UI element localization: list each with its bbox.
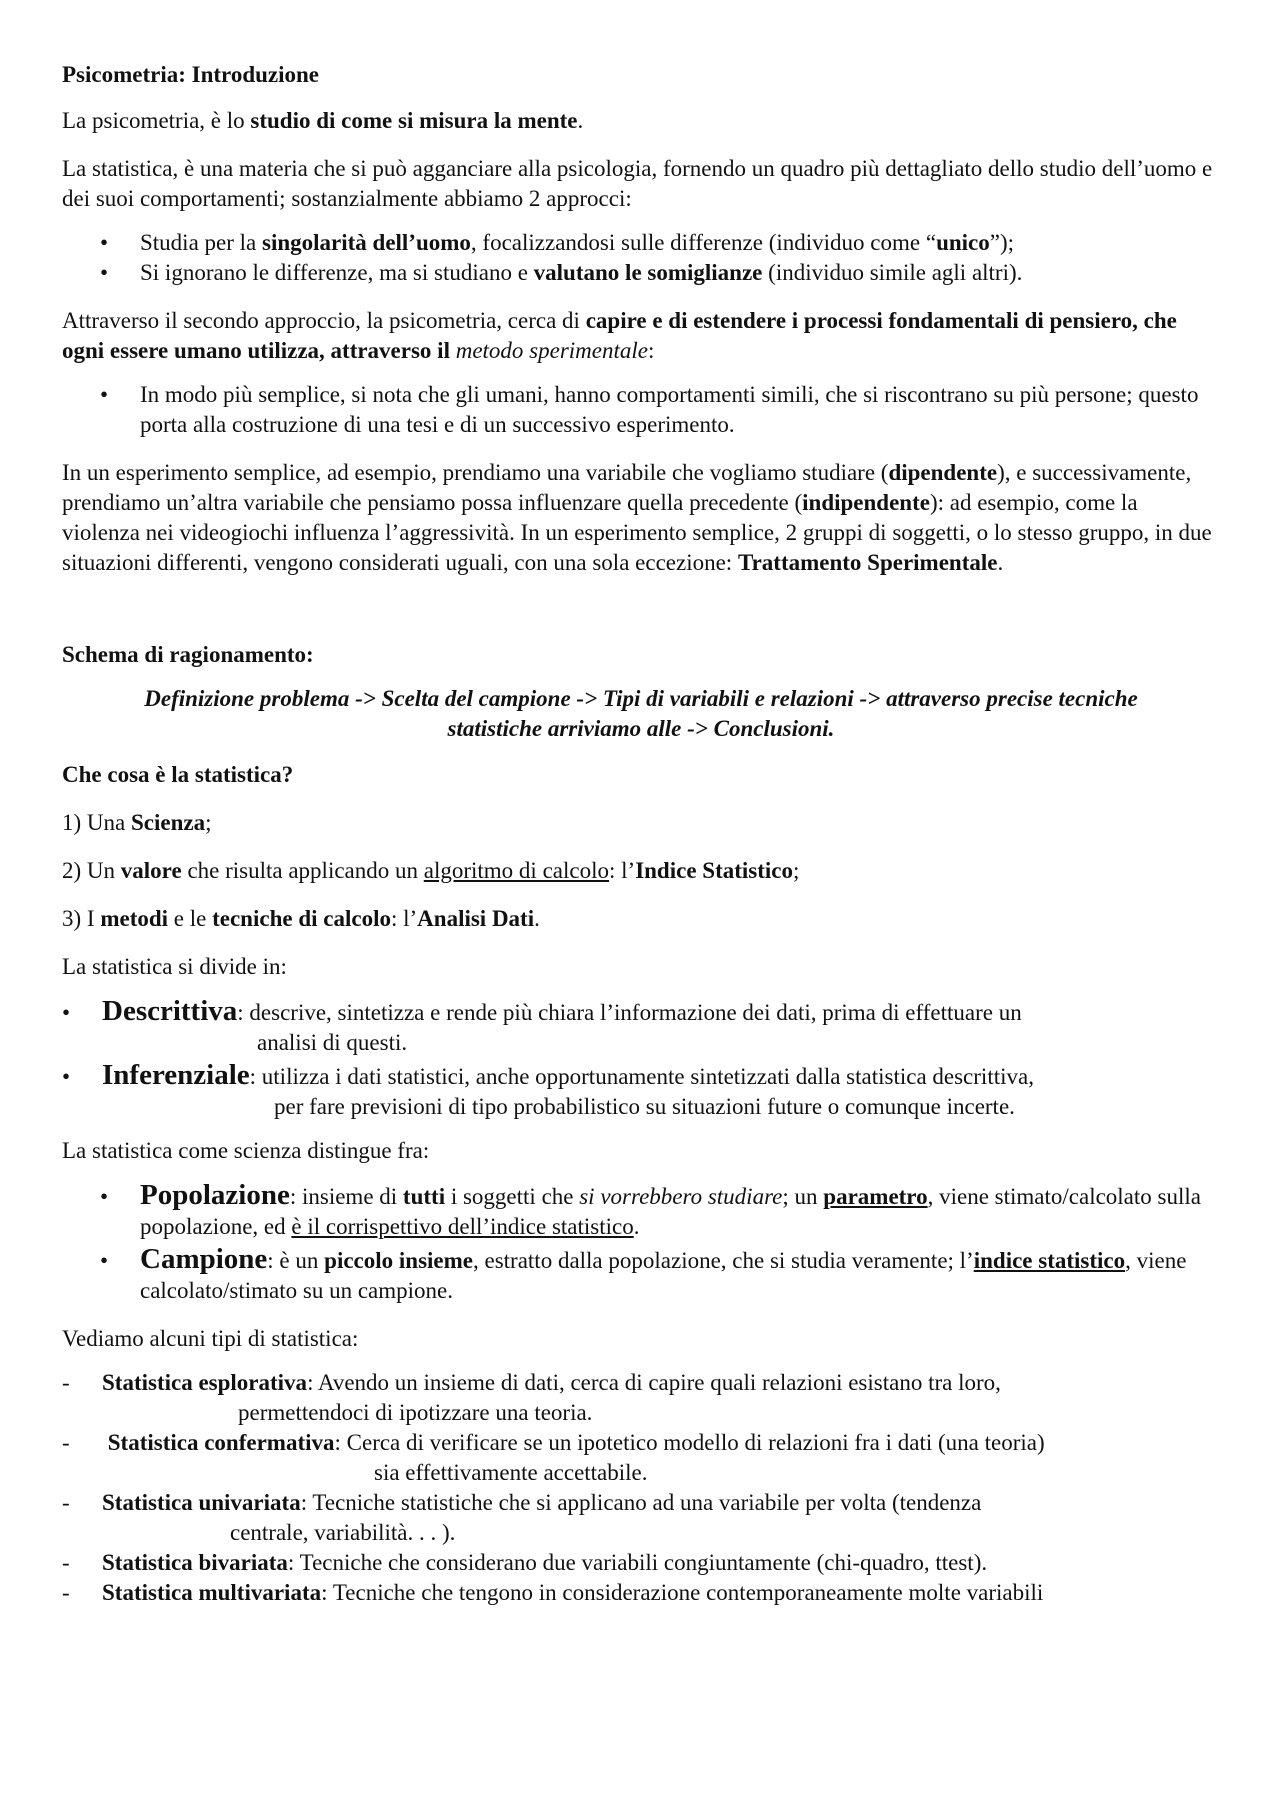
list-item-esplorativa: - Statistica esplorativa: Avendo un insieme di dati, cerca di capire quali relazioni esistano tra loro, permettendoci di ipotizzare una teoria.	[102, 1368, 1220, 1428]
distingue-list	[62, 1180, 1220, 1306]
tipi-intro: Vediamo alcuni tipi di statistica:	[62, 1326, 359, 1351]
intro-paragraph-1: La psicometria, è lo studio di come si misura la mente.	[62, 108, 584, 133]
list-item-campione: • Campione: è un piccolo insieme, estratto dalla popolazione, che si studia veramente; l’indice statistico, viene calcolato/stimato su un campione.	[140, 1244, 1220, 1306]
list-item: • In modo più semplice, si nota che gli umani, hanno comportamenti simili, che si riscontrano su più persone; questo porta alla costruzione di una tesi e di un successivo esperimento.	[140, 380, 1220, 440]
distingue-intro: La statistica come scienza distingue fra:	[62, 1138, 430, 1163]
list-item-descrittiva: • Descrittiva: descrive, sintetizza e rende più chiara l’informazione dei dati, prima di effettuare un analisi di questi.	[102, 996, 1220, 1058]
approcci-list	[62, 228, 1220, 288]
secondo-approccio-paragraph: Attraverso il secondo approccio, la psicometria, cerca di capire e di estendere i processi fondamentali di pensiero, che ogni essere umano utilizza, attraverso il metodo sperimentale:	[62, 308, 1177, 363]
intro-paragraph-2: La statistica, è una materia che si può agganciare alla psicologia, fornendo un quadro più dettagliato dello studio dell’uomo e dei suoi comportamenti; sostanzialmente abbiamo 2 approcci:	[62, 156, 1213, 211]
che-cosa-heading: Che cosa è la statistica?	[62, 762, 294, 787]
list-item-inferenziale: • Inferenziale: utilizza i dati statistici, anche opportunamente sintetizzati dalla statistica descrittiva, per fare previsioni di tipo probabilistico su situazioni future o comunque incerte.	[102, 1060, 1220, 1122]
list-item: • Studia per la singolarità dell’uomo, focalizzandosi sulle differenze (individuo come “unico”);	[140, 228, 1220, 258]
list-item: • Si ignorano le differenze, ma si studiano e valutano le somiglianze (individuo simile agli altri).	[140, 258, 1220, 288]
list-item-popolazione: • Popolazione: insieme di tutti i soggetti che si vorrebbero studiare; un parametro, viene stimato/calcolato sulla popolazione, ed è il corrispettivo dell’indice statistico.	[140, 1180, 1220, 1242]
list-item-univariata: - Statistica univariata: Tecniche statistiche che si applicano ad una variabile per volta (tendenza centrale, variabilità. . . ).	[102, 1488, 1220, 1548]
esperimento-paragraph: In un esperimento semplice, ad esempio, prendiamo una variabile che vogliamo studiare (dipendente), e successivamente, prendiamo un’altra variabile che pensiamo possa influenzare quella precedente (indipendente): ad esempio, come la violenza nei videogiochi influenza l’aggressività. In un esperimento semplice, 2 gruppi di soggetti, o lo stesso gruppo, in due situazioni differenti, vengono considerati uguali, con una sola eccezione: Trattamento Sperimentale.	[62, 460, 1212, 575]
list-item-confermativa: - Statistica confermativa: Cerca di verificare se un ipotetico modello di relazioni fra i dati (una teoria) sia effettivamente accettabile.	[102, 1428, 1220, 1488]
divide-intro: La statistica si divide in:	[62, 954, 287, 979]
list-item-multivariata: - Statistica multivariata: Tecniche che tengono in considerazione contemporaneamente molte variabili	[102, 1578, 1220, 1608]
che-cosa-item-1: 1) Una Scienza;	[62, 810, 212, 835]
divide-list	[62, 996, 1220, 1122]
schema-flow: Definizione problema -> Scelta del campione -> Tipi di variabili e relazioni -> attraverso precise tecniche statistiche arriviamo alle -> Conclusioni.	[144, 686, 1138, 741]
tipi-list	[62, 1368, 1220, 1608]
spacer	[62, 596, 1220, 640]
secondo-approccio-list	[62, 380, 1220, 440]
list-item-bivariata: - Statistica bivariata: Tecniche che considerano due variabili congiuntamente (chi-quadro, ttest).	[102, 1548, 1220, 1578]
che-cosa-item-3: 3) I metodi e le tecniche di calcolo: l’Analisi Dati.	[62, 906, 540, 931]
schema-heading: Schema di ragionamento:	[62, 642, 314, 667]
document-title: Psicometria: Introduzione	[62, 62, 320, 87]
che-cosa-item-2: 2) Un valore che risulta applicando un algoritmo di calcolo: l’Indice Statistico;	[62, 858, 800, 883]
